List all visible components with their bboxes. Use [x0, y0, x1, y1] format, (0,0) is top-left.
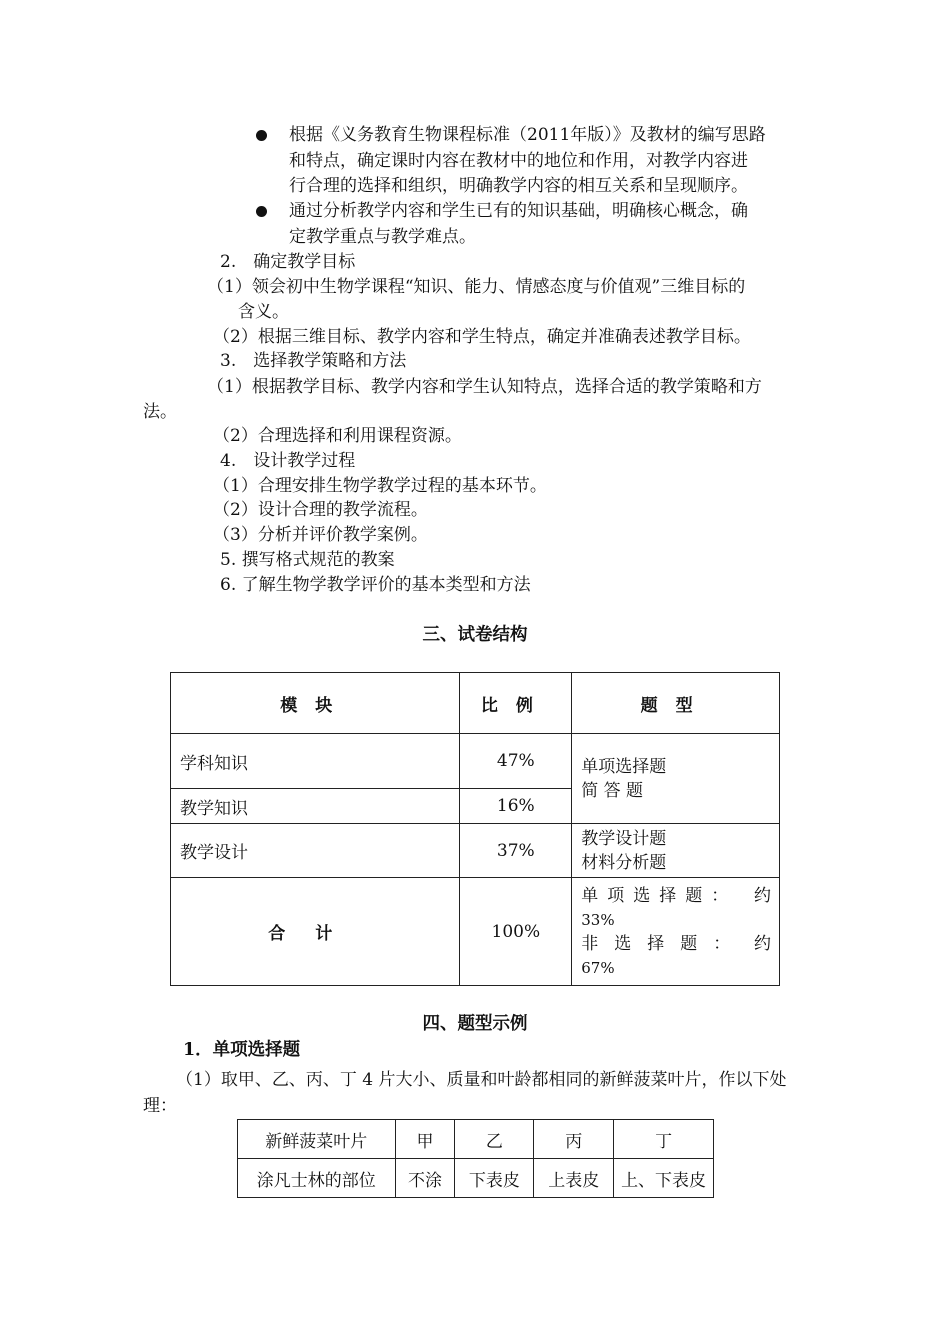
type-material-analysis: 材料分析题: [581, 852, 667, 873]
item-4-para-3: （3）分析并评价教学案例。: [213, 525, 428, 545]
section-4-subtitle: 1．单项选择题: [183, 1040, 301, 1060]
table-cell: 上表皮: [534, 1159, 614, 1198]
table-cell: 不涂: [395, 1159, 455, 1198]
table-cell: 上、下表皮: [614, 1159, 714, 1198]
item-6-title: 6. 了解生物学教学评价的基本类型和方法: [220, 575, 531, 595]
total-line-1: 单项选择题： 约: [581, 885, 771, 906]
total-line-4: 67%: [581, 958, 615, 977]
question-1-line-2: 理：: [143, 1096, 177, 1116]
type-cell-group-1: [572, 734, 780, 824]
bullet-icon: [256, 130, 267, 141]
ratio-cell: 37%: [460, 824, 572, 878]
table-cell: 甲: [395, 1120, 455, 1159]
module-cell: 学科知识: [171, 734, 460, 789]
type-cell-group-2: [572, 824, 780, 878]
section-3-title: 三、试卷结构: [422, 625, 528, 645]
module-cell: 教学知识: [171, 789, 460, 824]
bullet-1-line-3: 行合理的选择和组织，明确教学内容的相互关系和呈现顺序。: [289, 176, 748, 196]
item-5-title: 5. 撰写格式规范的教案: [220, 550, 395, 570]
module-cell: 教学设计: [171, 824, 460, 878]
bullet-1-line-1: 根据《义务教育生物课程标准（2011年版）》及教材的编写思路: [289, 125, 766, 145]
bullet-2-line-2: 定教学重点与教学难点。: [289, 227, 476, 247]
type-single-choice: 单项选择题: [581, 756, 667, 777]
bullet-2-line-1: 通过分析教学内容和学生已有的知识基础，明确核心概念，确: [289, 201, 748, 221]
table-cell: 涂凡士林的部位: [238, 1159, 396, 1198]
question-1-line-1: （1）取甲、乙、丙、丁 4 片大小、质量和叶龄都相同的新鲜菠菜叶片，作以下处: [176, 1070, 787, 1090]
item-4-title: 4. 设计教学过程: [220, 451, 356, 471]
spinach-treatment-table: [237, 1119, 714, 1198]
header-type: 题型: [572, 673, 780, 734]
item-2-para-1-line-1: （1）领会初中生物学课程“知识、能力、情感态度与价值观”三维目标的: [207, 277, 746, 297]
type-short-answer: 简 答 题: [581, 780, 644, 801]
item-2-para-1-line-2: 含义。: [238, 302, 289, 322]
item-2-para-2: （2）根据三维目标、教学内容和学生特点，确定并准确表述教学目标。: [213, 327, 751, 347]
bullet-icon: [256, 206, 267, 217]
item-4-para-1: （1）合理安排生物学教学过程的基本环节。: [213, 476, 547, 496]
table-cell: 下表皮: [455, 1159, 534, 1198]
exam-structure-table: [170, 672, 780, 986]
item-4-para-2: （2）设计合理的教学流程。: [213, 500, 428, 520]
table-cell: 乙: [455, 1120, 534, 1159]
total-label-cell: 合计: [171, 878, 460, 986]
item-3-para-1-line-1: （1）根据教学目标、教学内容和学生认知特点，选择合适的教学策略和方: [207, 377, 762, 397]
table-cell: 丁: [614, 1120, 714, 1159]
total-ratio-cell: 100%: [460, 878, 572, 986]
header-module: 模块: [171, 673, 460, 734]
item-2-title: 2. 确定教学目标: [220, 252, 356, 272]
item-3-para-1-line-2: 法。: [143, 402, 177, 422]
total-line-2: 33%: [581, 910, 615, 929]
item-3-title: 3. 选择教学策略和方法: [220, 351, 407, 371]
table-cell: 新鲜菠菜叶片: [238, 1120, 396, 1159]
header-ratio: 比例: [460, 673, 572, 734]
total-types-cell: [572, 878, 780, 986]
bullet-1-line-2: 和特点，确定课时内容在教材中的地位和作用，对教学内容进: [289, 151, 748, 171]
section-4-title: 四、题型示例: [422, 1014, 528, 1034]
type-teaching-design: 教学设计题: [581, 828, 667, 849]
table-cell: 丙: [534, 1120, 614, 1159]
total-line-3: 非选择题： 约: [581, 933, 771, 954]
ratio-cell: 47%: [460, 734, 572, 789]
ratio-cell: 16%: [460, 789, 572, 824]
item-3-para-2: （2）合理选择和利用课程资源。: [213, 426, 462, 446]
